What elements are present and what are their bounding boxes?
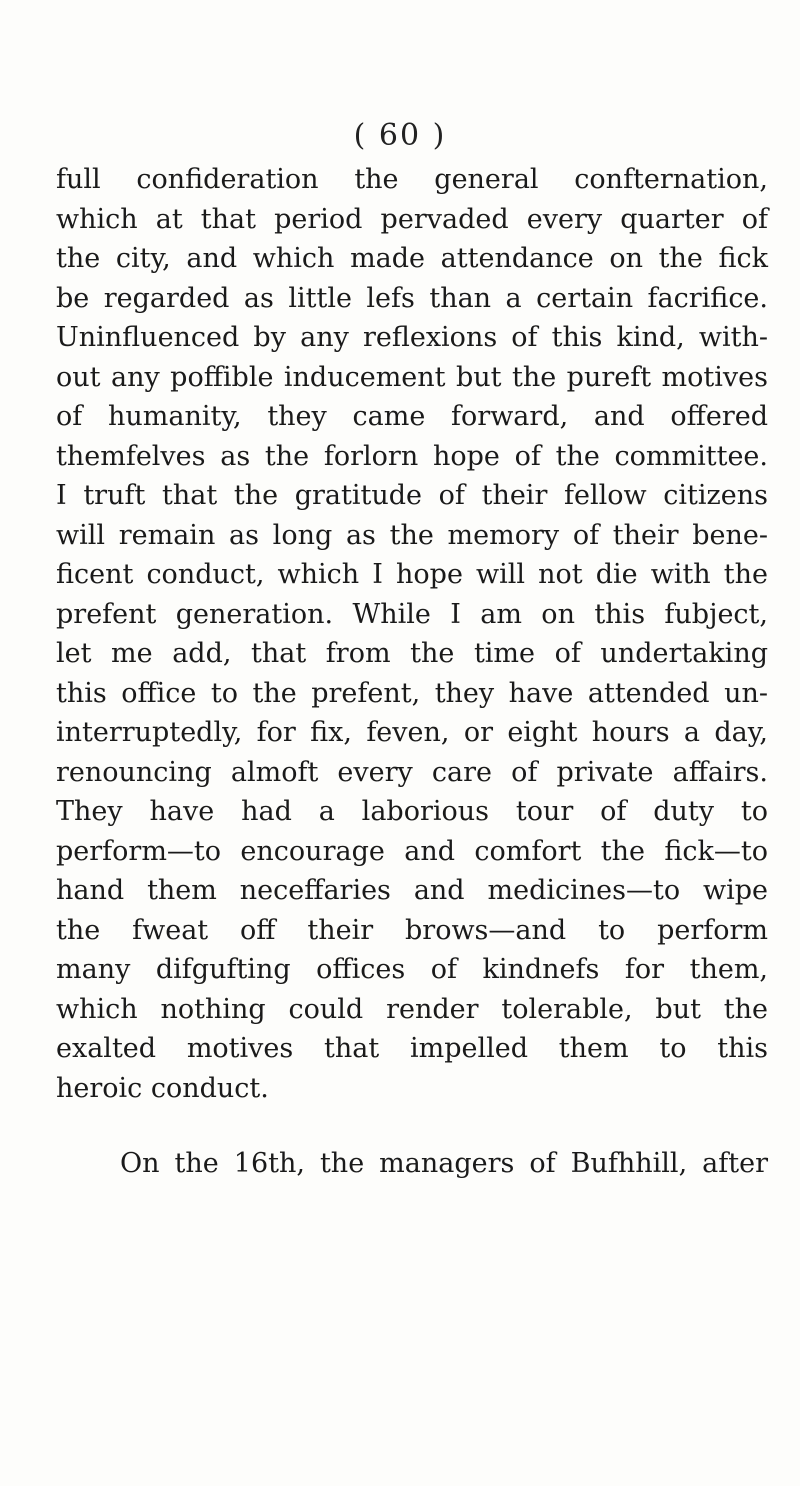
- text-line: exalted motives that impelled them to this: [56, 1033, 768, 1064]
- body-text: [56, 160, 768, 1184]
- text-line: On the 16th, the managers of Bufhhill, after: [120, 1148, 768, 1179]
- text-line: ficent conduct, which I hope will not die with the: [56, 559, 768, 590]
- paragraph: [56, 1144, 768, 1184]
- text-line: the fweat off their brows—and to perform: [56, 914, 768, 946]
- text-line: this office to the prefent, they have attended un-: [56, 677, 768, 709]
- text-line: many difgufting offices of kindnefs for them,: [56, 954, 768, 985]
- text-line: which at that period pervaded every quarter of: [56, 203, 768, 235]
- text-line: will remain as long as the memory of their bene-: [56, 519, 768, 551]
- paragraph: [56, 160, 768, 1108]
- text-line: full confideration the general confternation,: [56, 164, 768, 195]
- text-line: be regarded as little lefs than a certain facrifice.: [56, 282, 768, 314]
- text-line: interruptedly, for fix, feven, or eight hours a day,: [56, 717, 768, 748]
- text-line: out any poffible inducement but the pureft motives: [56, 361, 768, 393]
- text-line: of humanity, they came forward, and offered: [56, 401, 768, 432]
- text-line: heroic conduct.: [56, 1072, 269, 1104]
- page-number: ( 60 ): [353, 118, 447, 153]
- text-line: They have had a laborious tour of duty to: [56, 796, 768, 827]
- text-line: perform—to encourage and comfort the fick—to: [56, 835, 768, 867]
- text-line: Uninfluenced by any reflexions of this kind, with-: [56, 322, 768, 353]
- text-line: themfelves as the forlorn hope of the committee.: [56, 440, 768, 472]
- text-line: let me add, that from the time of undertaking: [56, 638, 768, 669]
- text-line: I truft that the gratitude of their fellow citizens: [56, 480, 768, 511]
- text-line: which nothing could render tolerable, but the: [56, 993, 768, 1025]
- paragraph-gap: [56, 1108, 768, 1144]
- text-line: the city, and which made attendance on the fick: [56, 243, 768, 274]
- text-line: prefent generation. While I am on this fubject,: [56, 598, 768, 630]
- text-line: renouncing almoft every care of private affairs.: [56, 756, 768, 788]
- text-line: hand them neceffaries and medicines—to wipe: [56, 875, 768, 906]
